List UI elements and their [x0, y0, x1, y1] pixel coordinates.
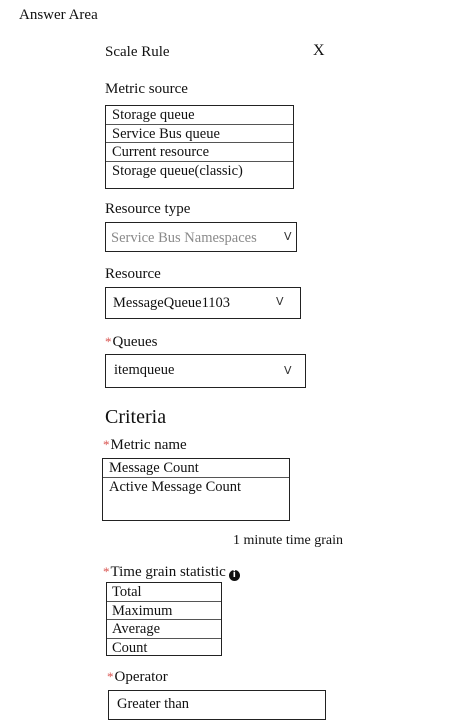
metric-name-label-text: Metric name	[110, 437, 187, 453]
panel-title: Scale Rule	[105, 44, 170, 60]
chevron-down-icon: V	[284, 364, 292, 377]
resource-type-dropdown[interactable]	[105, 222, 297, 252]
time-grain-option[interactable]: Average	[107, 620, 221, 639]
resource-type-label: Resource type	[105, 201, 191, 217]
required-mark: *	[103, 564, 110, 579]
time-grain-option[interactable]: Total	[107, 583, 221, 602]
metric-source-label: Metric source	[105, 81, 188, 97]
time-grain-statistic-label-text: Time grain statistic	[110, 564, 226, 580]
queues-label-text: Queues	[112, 334, 158, 350]
queues-dropdown[interactable]	[105, 354, 306, 388]
operator-label	[107, 668, 168, 686]
operator-value: Greater than	[117, 696, 190, 712]
time-grain-statistic-label	[103, 563, 240, 581]
resource-type-value: Service Bus Namespaces	[111, 230, 257, 246]
operator-dropdown[interactable]	[108, 690, 326, 720]
required-mark: *	[105, 334, 112, 349]
resource-dropdown[interactable]	[105, 287, 301, 319]
resource-value: MessageQueue1103	[113, 295, 231, 311]
close-icon[interactable]: X	[313, 42, 325, 59]
resource-label: Resource	[105, 266, 161, 282]
answer-area-label: Answer Area	[19, 7, 98, 23]
metric-name-option[interactable]: Message Count	[103, 459, 289, 478]
metric-name-label	[103, 436, 187, 454]
metric-source-option[interactable]: Storage queue	[106, 106, 293, 125]
queues-label	[105, 333, 158, 351]
queues-value: itemqueue	[114, 362, 175, 378]
time-grain-option[interactable]: Count	[112, 639, 148, 656]
criteria-heading: Criteria	[105, 406, 167, 428]
time-grain-statistic-list	[106, 582, 222, 656]
time-grain-option[interactable]: Maximum	[107, 602, 221, 621]
required-mark: *	[107, 669, 114, 684]
chevron-down-icon: V	[284, 230, 292, 243]
metric-source-option[interactable]: Service Bus queue	[106, 125, 293, 144]
metric-source-option[interactable]: Current resource	[106, 143, 293, 162]
time-grain-note: 1 minute time grain	[233, 533, 344, 548]
operator-label-text: Operator	[114, 669, 168, 685]
metric-name-list	[102, 458, 290, 521]
metric-name-option[interactable]: Active Message Count	[109, 479, 242, 495]
metric-source-option[interactable]: Storage queue(classic)	[112, 162, 243, 179]
required-mark: *	[103, 437, 110, 452]
info-icon[interactable]: i	[229, 570, 240, 581]
chevron-down-icon: V	[276, 295, 284, 308]
metric-source-list	[105, 105, 294, 189]
